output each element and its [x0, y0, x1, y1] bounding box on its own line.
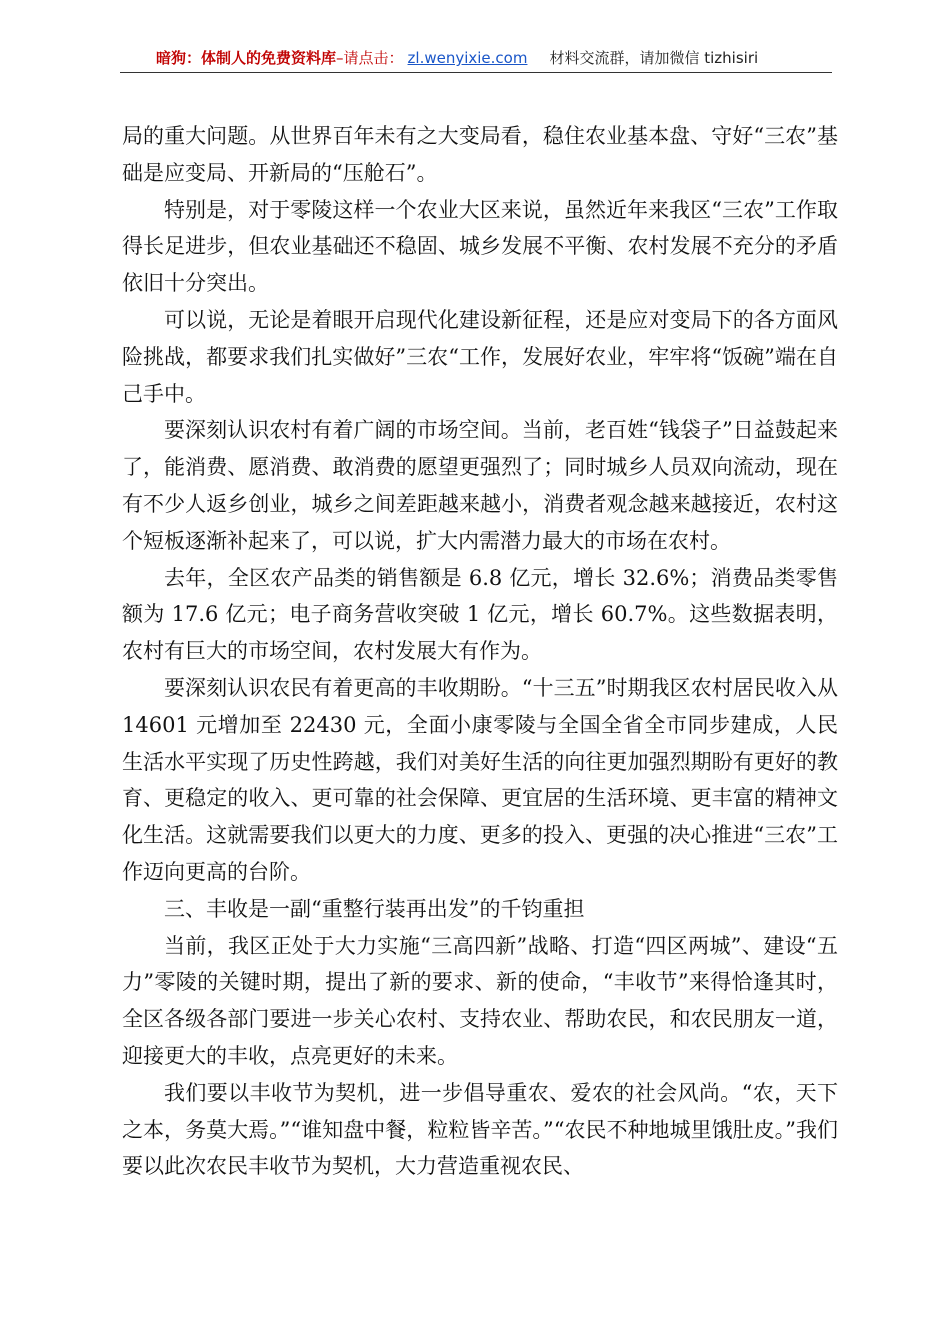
section-heading: 三、丰收是一副“重整行装再出发”的千钧重担 — [164, 896, 585, 921]
paragraph-4: 要深刻认识农村有着广阔的市场空间。当前，老百姓“钱袋子”日益鼓起来了，能消费、愿消费、敢消费的愿望更强烈了；同时城乡人员双向流动，现在有不少人返乡创业，城乡之间差距越来越小，消费者观念越来越接近，农村这个短板逐渐补起来了，可以说，扩大内需潜力最大的市场在农村。 — [122, 418, 838, 553]
page-header — [120, 46, 832, 73]
paragraph-3: 可以说，无论是着眼开启现代化建设新征程，还是应对变局下的各方面风险挑战，都要求我们扎实做好”三农“工作，发展好农业，牢牢将“饭碗”端在自己手中。 — [122, 307, 838, 406]
paragraph-2: 特别是，对于零陵这样一个农业大区来说，虽然近年来我区“三农”工作取得长足进步，但农业基础还不稳固、城乡发展不平衡、农村发展不充分的矛盾依旧十分突出。 — [122, 197, 838, 296]
header-wechat: 材料交流群，请加微信 tizhisiri — [549, 49, 759, 67]
header-brand: 暗狗：体制人的免费资料库 — [156, 49, 337, 67]
header-prompt: –请点击： — [336, 49, 404, 67]
paragraph-7: 当前，我区正处于大力实施“三高四新”战略、打造“四区两城”、建设“五力”零陵的关键时期，提出了新的要求、新的使命，“丰收节”来得恰逢其时，全区各级各部门要进一步关心农村、支持农业、帮助农民，和农民朋友一道，迎接更大的丰收，点亮更好的未来。 — [122, 933, 838, 1068]
paragraph-6: 要深刻认识农民有着更高的丰收期盼。“十三五”时期我区农村居民收入从 14601 元增加至 22430 元，全面小康零陵与全国全省全市同步建成，人民生活水平实现了历史性跨越，我们对美好生活的向往更加强烈期盼有更好的教育、更稳定的收入、更可靠的社会保障、更宜居的生活环境、更丰富的精神文化生活。这就需要我们以更大的力度、更多的投入、更强的决心推进“三农”工作迈向更高的台阶。 — [122, 675, 838, 884]
paragraph-1: 局的重大问题。从世界百年未有之大变局看，稳住农业基本盘、守好“三农”基础是应变局、开新局的“压舱石”。 — [122, 124, 838, 185]
document-body — [122, 118, 838, 1185]
paragraph-8: 我们要以丰收节为契机，进一步倡导重农、爱农的社会风尚。“农，天下之本，务莫大焉。”“谁知盘中餐，粒粒皆辛苦。”“农民不种地城里饿肚皮。”我们要以此次农民丰收节为契机，大力营造重视农民、 — [122, 1080, 838, 1179]
header-link[interactable]: zl.wenyixie.com — [407, 49, 528, 67]
paragraph-5: 去年，全区农产品类的销售额是 6.8 亿元，增长 32.6%；消费品类零售额为 17.6 亿元；电子商务营收突破 1 亿元，增长 60.7%。这些数据表明，农村有巨大的市场空间，农村发展大有作为。 — [122, 565, 838, 664]
